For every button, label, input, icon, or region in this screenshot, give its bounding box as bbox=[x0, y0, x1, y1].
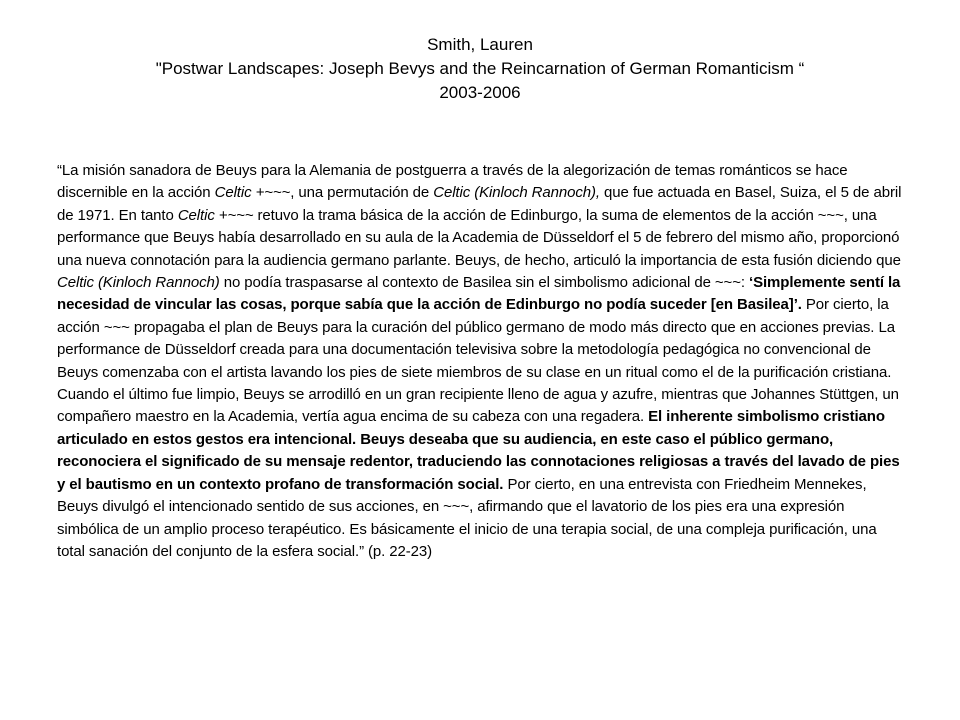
quote-text: que fue actuada en Basel, Suiza, el 5 de abril de 1971. En tanto bbox=[57, 184, 902, 224]
quote-text: Por cierto, en una entrevista con Friedheim Mennekes, Beuys divulgó el intencionado sentido de sus acciones, en ~~~, afirmando que el lavatorio de los pies era una expresión simbólica de un amplio proceso terapéutico. Es básicamente el inicio de una terapia social, de una compleja purificación, una total sanación del conjunto de la esfera social.” (p. 22-23) bbox=[57, 475, 877, 560]
quote-text: “La misión sanadora de Beuys para la Alemania de postguerra a través de la alegorización de temas románticos se hace discernible en la acción bbox=[57, 162, 848, 202]
quote-italic-work: Celtic +~~~ bbox=[177, 206, 254, 224]
quote-text: Por cierto, la acción ~~~ propagaba el plan de Beuys para la curación del público germano de modo más directo que en acciones previas. La performance de Düsseldorf creada para una documentación televisiva sobre la metodología pedagógica no convencional de Beuys comenzaba con el artista lavando los pies de siete miembros de su clase en un ritual como el de la purificación cristiana. Cuando el último fue limpio, Beuys se arrodilló en un gran recipiente lleno de agua y azufre, mientras que Johannes Stüttgen, un compañero maestro en la Academia, vertía agua encima de su cabeza con una regadera. bbox=[57, 296, 899, 426]
author-name: Smith, Lauren bbox=[427, 35, 533, 54]
work-title: "Postwar Landscapes: Joseph Bevys and the Reincarnation of German Romanticism “ bbox=[155, 59, 805, 78]
quote-paragraph bbox=[57, 160, 907, 563]
quote-text: no podía traspasarse al contexto de Basilea sin el simbolismo adicional de ~~~: bbox=[219, 274, 749, 292]
quote-bold-statement: ‘Simplemente sentí la necesidad de vincular las cosas, porque sabía que la acción de Edinburgo no podía suceder [en Basilea]’. bbox=[57, 274, 901, 314]
citation-header bbox=[0, 33, 960, 105]
quote-italic-work: Celtic (Kinloch Rannoch) bbox=[57, 274, 220, 292]
publication-years: 2003-2006 bbox=[439, 83, 521, 102]
quote-bold-statement: El inherente simbolismo cristiano articulado en estos gestos era intencional. Beuys deseaba que su audiencia, en este caso el público germano, reconociera el significado de su mensaje redentor, traduciendo las connotaciones religiosas a través del lavado de pies y el bautismo en un contexto profano de transformación social. bbox=[57, 408, 900, 493]
quote-italic-work: Celtic +~~~ bbox=[214, 184, 291, 202]
quote-italic-work: Celtic (Kinloch Rannoch), bbox=[433, 184, 600, 202]
quote-text: retuvo la trama básica de la acción de Edinburgo, la suma de elementos de la acción ~~~, una performance que Beuys había desarrollado en su aula de la Academia de Düsseldorf el 5 de febrero del mismo año, proporcionó una nueva connotación para la audiencia germano parlante. Beuys, de hecho, articuló la importancia de esta fusión diciendo que bbox=[57, 206, 901, 269]
quote-text: , una permutación de bbox=[290, 184, 434, 202]
